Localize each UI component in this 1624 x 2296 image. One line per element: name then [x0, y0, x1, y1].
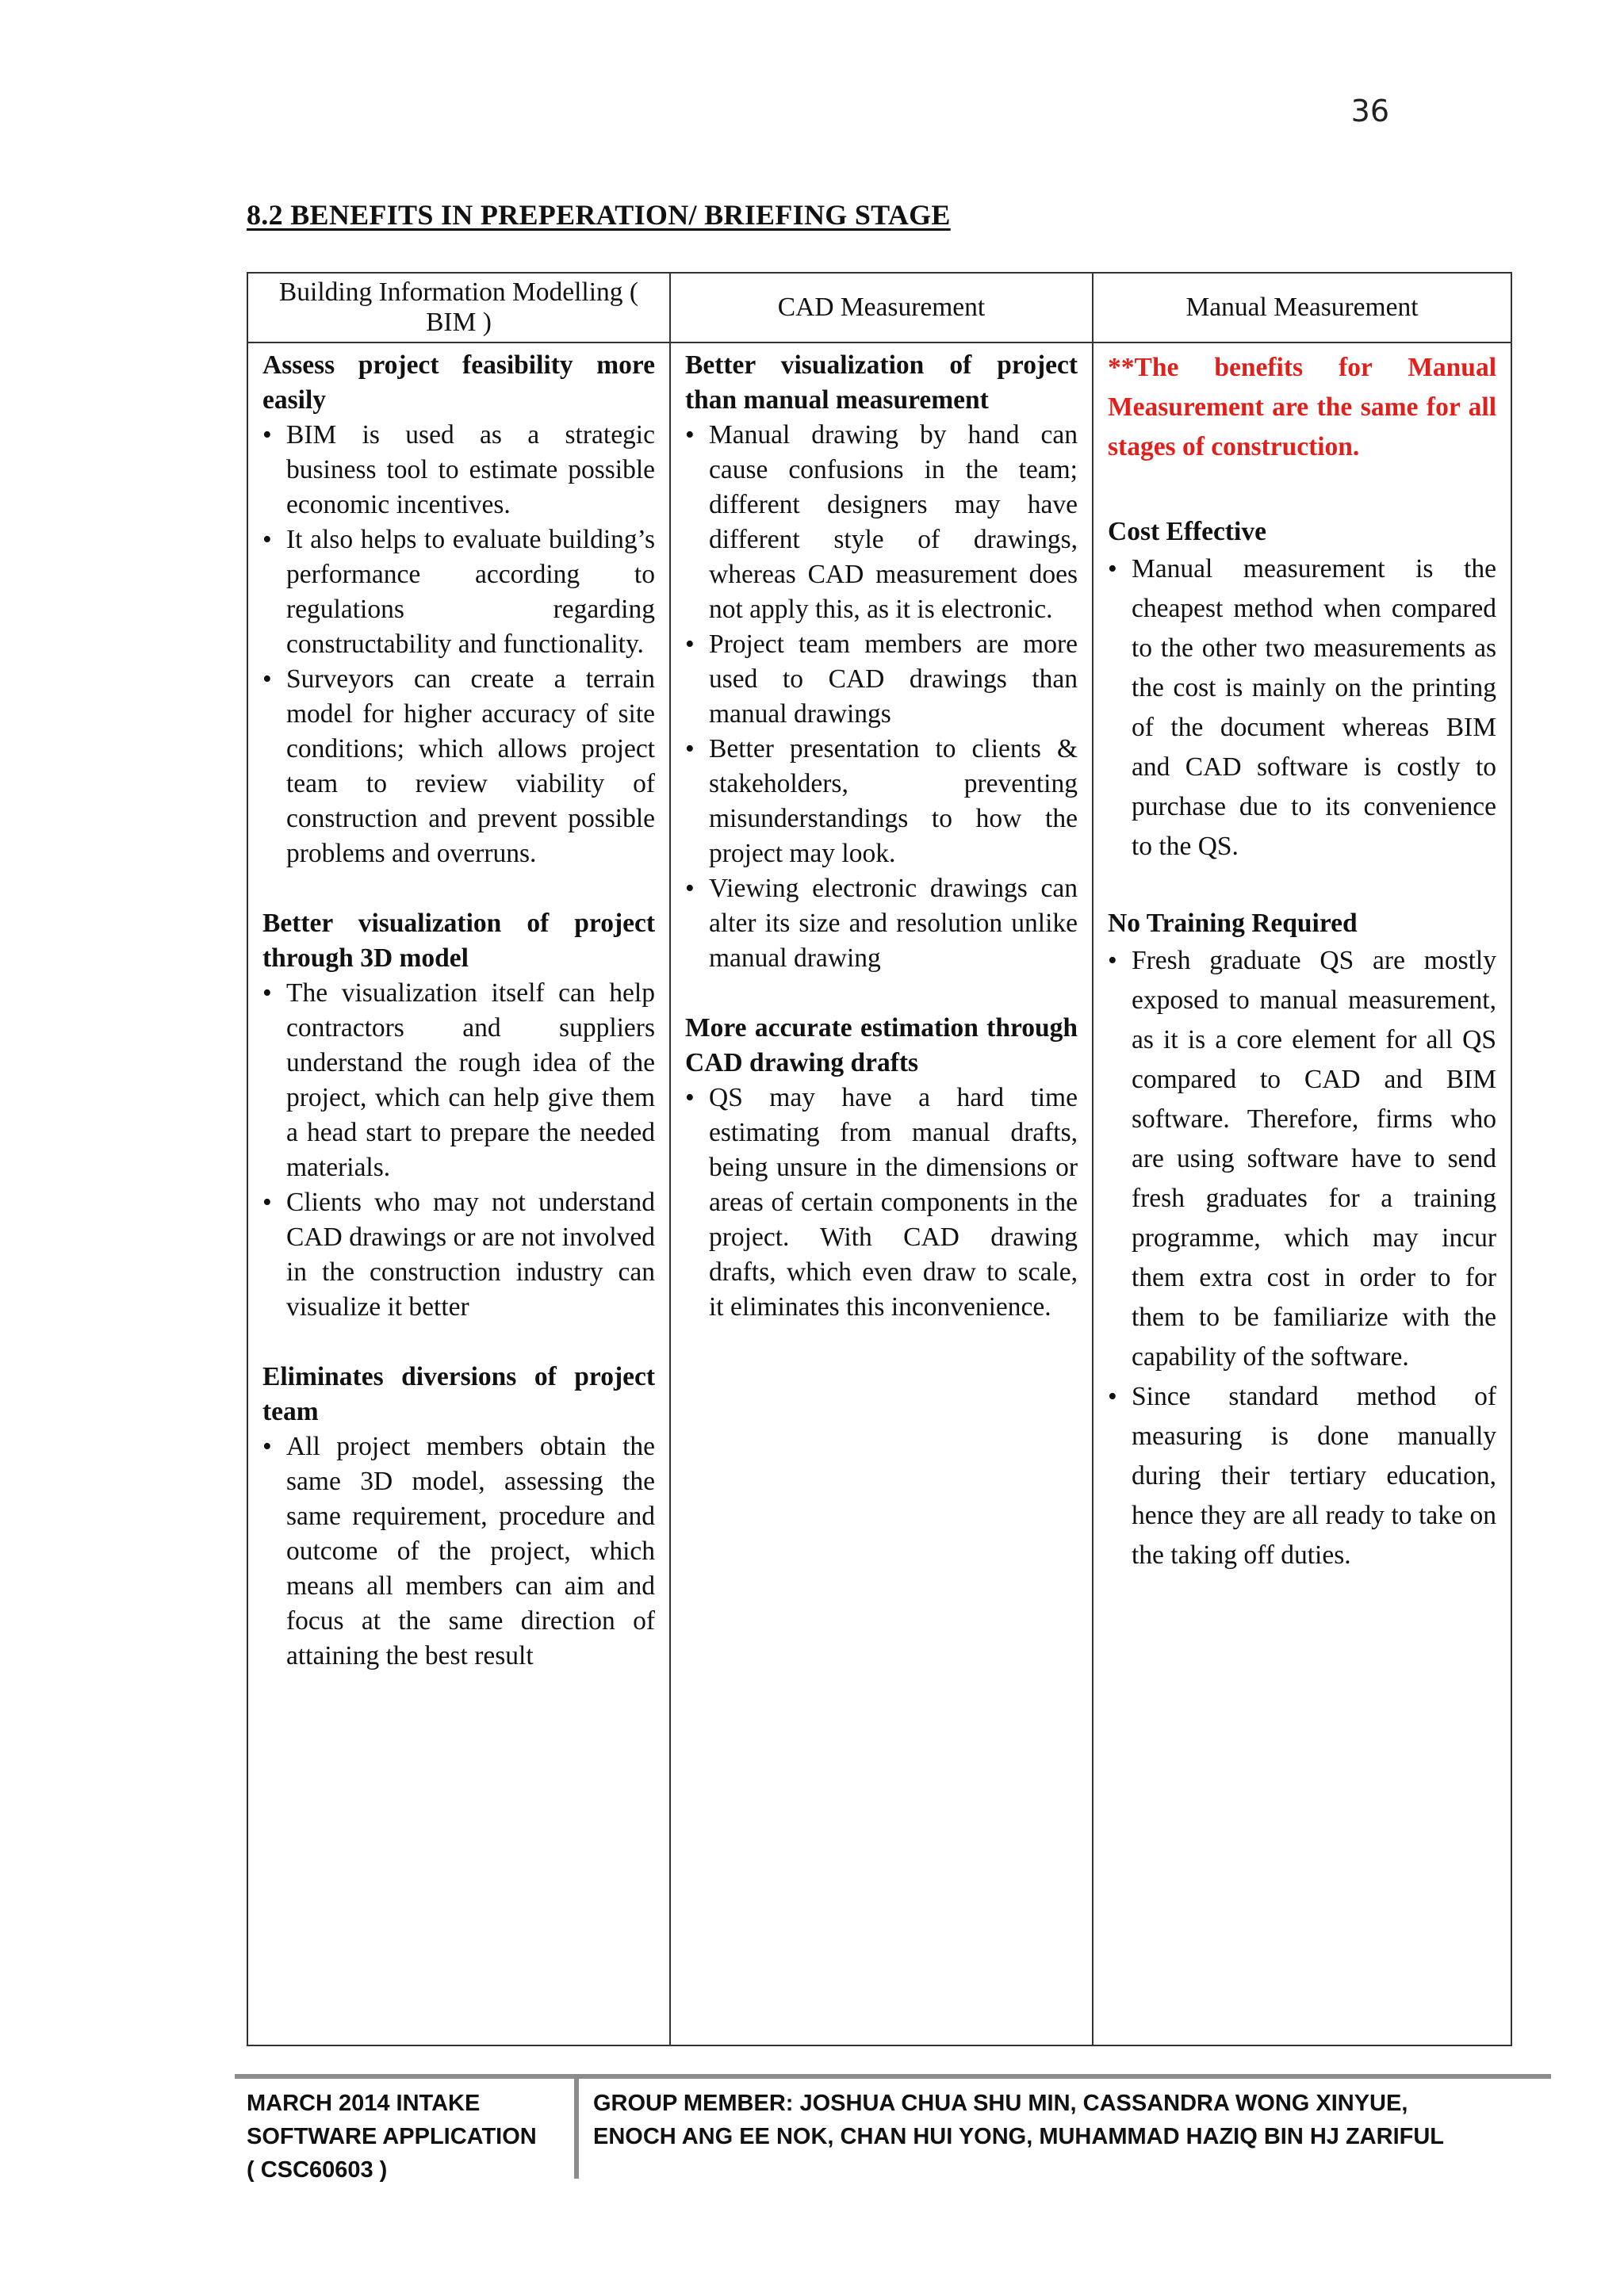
cad-section-title: More accurate estimation through CAD drawing drafts	[685, 1013, 1078, 1077]
section-heading: 8.2 BENEFITS IN PREPERATION/ BRIEFING STAGE	[247, 199, 951, 231]
manual-notice: **The benefits for Manual Measurement are the same for all stages of construction.	[1108, 353, 1496, 461]
cad-bullet: • Better presentation to clients & stakeholders, preventing misunderstandings to how the project may look.	[685, 732, 1078, 871]
cad-bullet: • Viewing electronic drawings can alter its size and resolution unlike manual drawing	[685, 871, 1078, 976]
bim-bullet: • Clients who may not understand CAD drawings or are not involved in the construction industry can visualize it better	[262, 1185, 655, 1325]
header-bim: Building Information Modelling ( BIM )	[247, 273, 670, 342]
manual-bullet-list	[1108, 549, 1496, 867]
bim-bullet: • It also helps to evaluate building’s performance according to regulations regarding constructability and functionality.	[262, 522, 655, 662]
footer-group-members	[593, 2087, 1545, 2153]
bim-bullet: • All project members obtain the same 3D model, assessing the same requirement, procedure and outcome of the project, which means all members can aim and focus at the same direction of attaining the best result	[262, 1429, 655, 1674]
comparison-table	[247, 272, 1512, 2046]
cad-bullet-list	[685, 1081, 1078, 1325]
manual-bullet: • Fresh graduate QS are mostly exposed to manual measurement, as it is a core element for all QS compared to CAD and BIM software. Therefore, firms who are using software have to send fresh graduates for a training programme, which may incur them extra cost in order to for them to be familiarize with the capability of the software.	[1108, 941, 1496, 1377]
cad-bullet-list	[685, 418, 1078, 976]
table-header-row	[247, 273, 1511, 342]
footer-line: MARCH 2014 INTAKE	[247, 2091, 481, 2116]
footer-course-info	[247, 2087, 564, 2187]
manual-bullet: • Manual measurement is the cheapest method when compared to the other two measurements as the cost is mainly on the printing of the document whereas BIM and CAD software is costly to purchase due to its convenience to the QS.	[1108, 549, 1496, 867]
bim-section-title: Eliminates diversions of project team	[262, 1362, 655, 1426]
page-number: 36	[1350, 94, 1389, 128]
bim-bullet: • The visualization itself can help contractors and suppliers understand the rough idea of the project, which can help give them a head start to prepare the needed materials.	[262, 976, 655, 1185]
manual-cell	[1093, 342, 1511, 2045]
cad-bullet: • QS may have a hard time estimating from manual drafts, being unsure in the dimensions or areas of certain components in the project. With CAD drawing drafts, which even draw to scale, it eliminates this inconvenience.	[685, 1081, 1078, 1325]
footer-rule	[235, 2074, 1551, 2079]
footer-divider	[574, 2079, 579, 2179]
cad-bullet: • Manual drawing by hand can cause confusions in the team; different designers may have different style of drawings, whereas CAD measurement does not apply this, as it is electronic.	[685, 418, 1078, 627]
footer-line: SOFTWARE APPLICATION	[247, 2124, 537, 2149]
header-manual: Manual Measurement	[1093, 273, 1511, 342]
bim-bullet: • BIM is used as a strategic business tool to estimate possible economic incentives.	[262, 418, 655, 522]
cad-section-title: Better visualization of project than manual measurement	[685, 350, 1078, 415]
table-body-row	[247, 342, 1511, 2045]
bim-bullet: • Surveyors can create a terrain model for higher accuracy of site conditions; which allows project team to review viability of construction and prevent possible problems and overruns.	[262, 662, 655, 871]
cad-cell	[670, 342, 1093, 2045]
header-cad: CAD Measurement	[670, 273, 1093, 342]
bim-section-title: Assess project feasibility more easily	[262, 350, 655, 415]
bim-bullet-list	[262, 1429, 655, 1674]
bim-cell	[247, 342, 670, 2045]
cad-bullet: • Project team members are more used to CAD drawings than manual drawings	[685, 627, 1078, 732]
bim-bullet-list	[262, 418, 655, 871]
manual-section-title: Cost Effective	[1108, 517, 1266, 546]
footer-line: GROUP MEMBER: JOSHUA CHUA SHU MIN, CASSANDRA WONG XINYUE,	[593, 2091, 1408, 2116]
manual-bullet: • Since standard method of measuring is done manually during their tertiary education, hence they are all ready to take on the taking off duties.	[1108, 1377, 1496, 1575]
manual-section-title: No Training Required	[1108, 909, 1358, 938]
bim-bullet-list	[262, 976, 655, 1325]
footer-line: ( CSC60603 )	[247, 2157, 388, 2183]
bim-section-title: Better visualization of project through 3D model	[262, 909, 655, 973]
manual-bullet-list	[1108, 941, 1496, 1575]
footer-line: ENOCH ANG EE NOK, CHAN HUI YONG, MUHAMMAD HAZIQ BIN HJ ZARIFUL	[593, 2124, 1444, 2149]
